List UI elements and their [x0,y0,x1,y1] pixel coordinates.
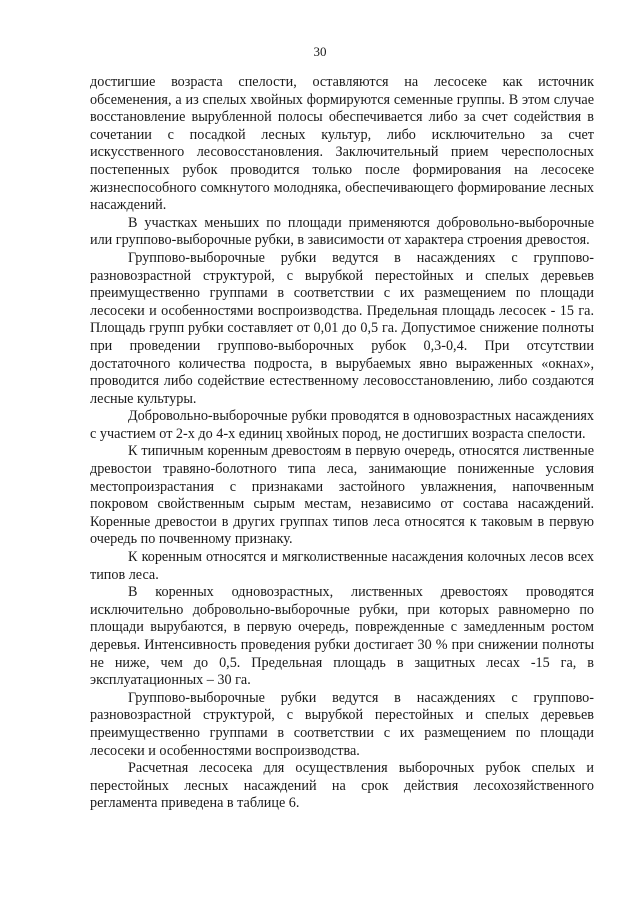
paragraph-continuation: достигшие возраста спелости, оставляются на лесосеке как источник обсеменения, а из спелых хвойных формируются семенные группы. В этом случае восстановление вырубленной полосы обеспечивается либо за счет содействия в сочетании с посадкой лесных культур, либо исключительно за счет искусственного лесовосстановления. Заключительный прием чересполосных постепенных рубок проводится только после формирования на лесосеке жизнеспособного сомкнутого молодняка, обеспечивающего формирование лесных насаждений. [90,74,594,214]
paragraph-indigenous-even-aged: В коренных одновозрастных, лиственных древостоях проводятся исключительно добровольно-выборочные рубки, при которых равномерно по площади вырубаются, в первую очередь, поврежденные с замедленным ростом деревья. Интенсивность проведения рубки достигает 30 % при снижении полноты не ниже, чем до 0,5. Предельная площадь в защитных лесах -15 га, в эксплуатационных – 30 га. [90,584,594,689]
paragraph-group-selective-repeat: Группово-выборочные рубки ведутся в насаждениях с группово-разновозрастной структурой, с вырубкой перестойных и спелых деревьев преимущественно группами в соответствии с их размещением по площади лесосеки и особенностями воспроизводства. [90,689,594,759]
paragraph-group-selective-cuttings: Группово-выборочные рубки ведутся в насаждениях с группово-разновозрастной структурой, с вырубкой перестойных и спелых деревьев преимущественно группами в соответствии с их размещением по площади лесосеки и особенностями воспроизводства. Предельная площадь лесосек - 15 га. Площадь групп рубки составляет от 0,01 до 0,5 га. Допустимое снижение полноты при проведении группово-выборочных рубок 0,3-0,4. При отсутствии достаточного количества подроста, в вырубаемых явно выраженных «окнах», проводится либо содействие естественному лесовосстановлению, либо создаются лесные культуры. [90,249,594,407]
paragraph-indigenous-stands: К типичным коренным древостоям в первую очередь, относятся лиственные древостои травяно-болотного типа леса, занимающие пониженные условия местопроизрастания с признаками застойного увлажнения, напочвенным покровом свойственным сырым местам, независимо от состава насаждений. Коренные древостои в других группах типов леса относятся к таковым в первую очередь по почвенному признаку. [90,443,594,548]
body-text [90,74,594,813]
page-number: 30 [313,44,327,59]
paragraph-voluntary-selective-cuttings: Добровольно-выборочные рубки проводятся в одновозрастных насаждениях с участием от 2-х до 4-х единиц хвойных пород, не достигших возраста спелости. [90,408,594,442]
paragraph-estimated-cutting-area: Расчетная лесосека для осуществления выборочных рубок спелых и перестойных лесных насаждений на срок действия лесохозяйственного регламента приведена в таблице 6. [90,760,594,812]
paragraph-selective-cuttings-small-areas: В участках меньших по площади применяются добровольно-выборочные или группово-выборочные рубки, в зависимости от характера строения древостоя. [90,214,594,249]
paragraph-soft-leaved-stands: К коренным относятся и мягколиственные насаждения колочных лесов всех типов леса. [90,549,594,583]
